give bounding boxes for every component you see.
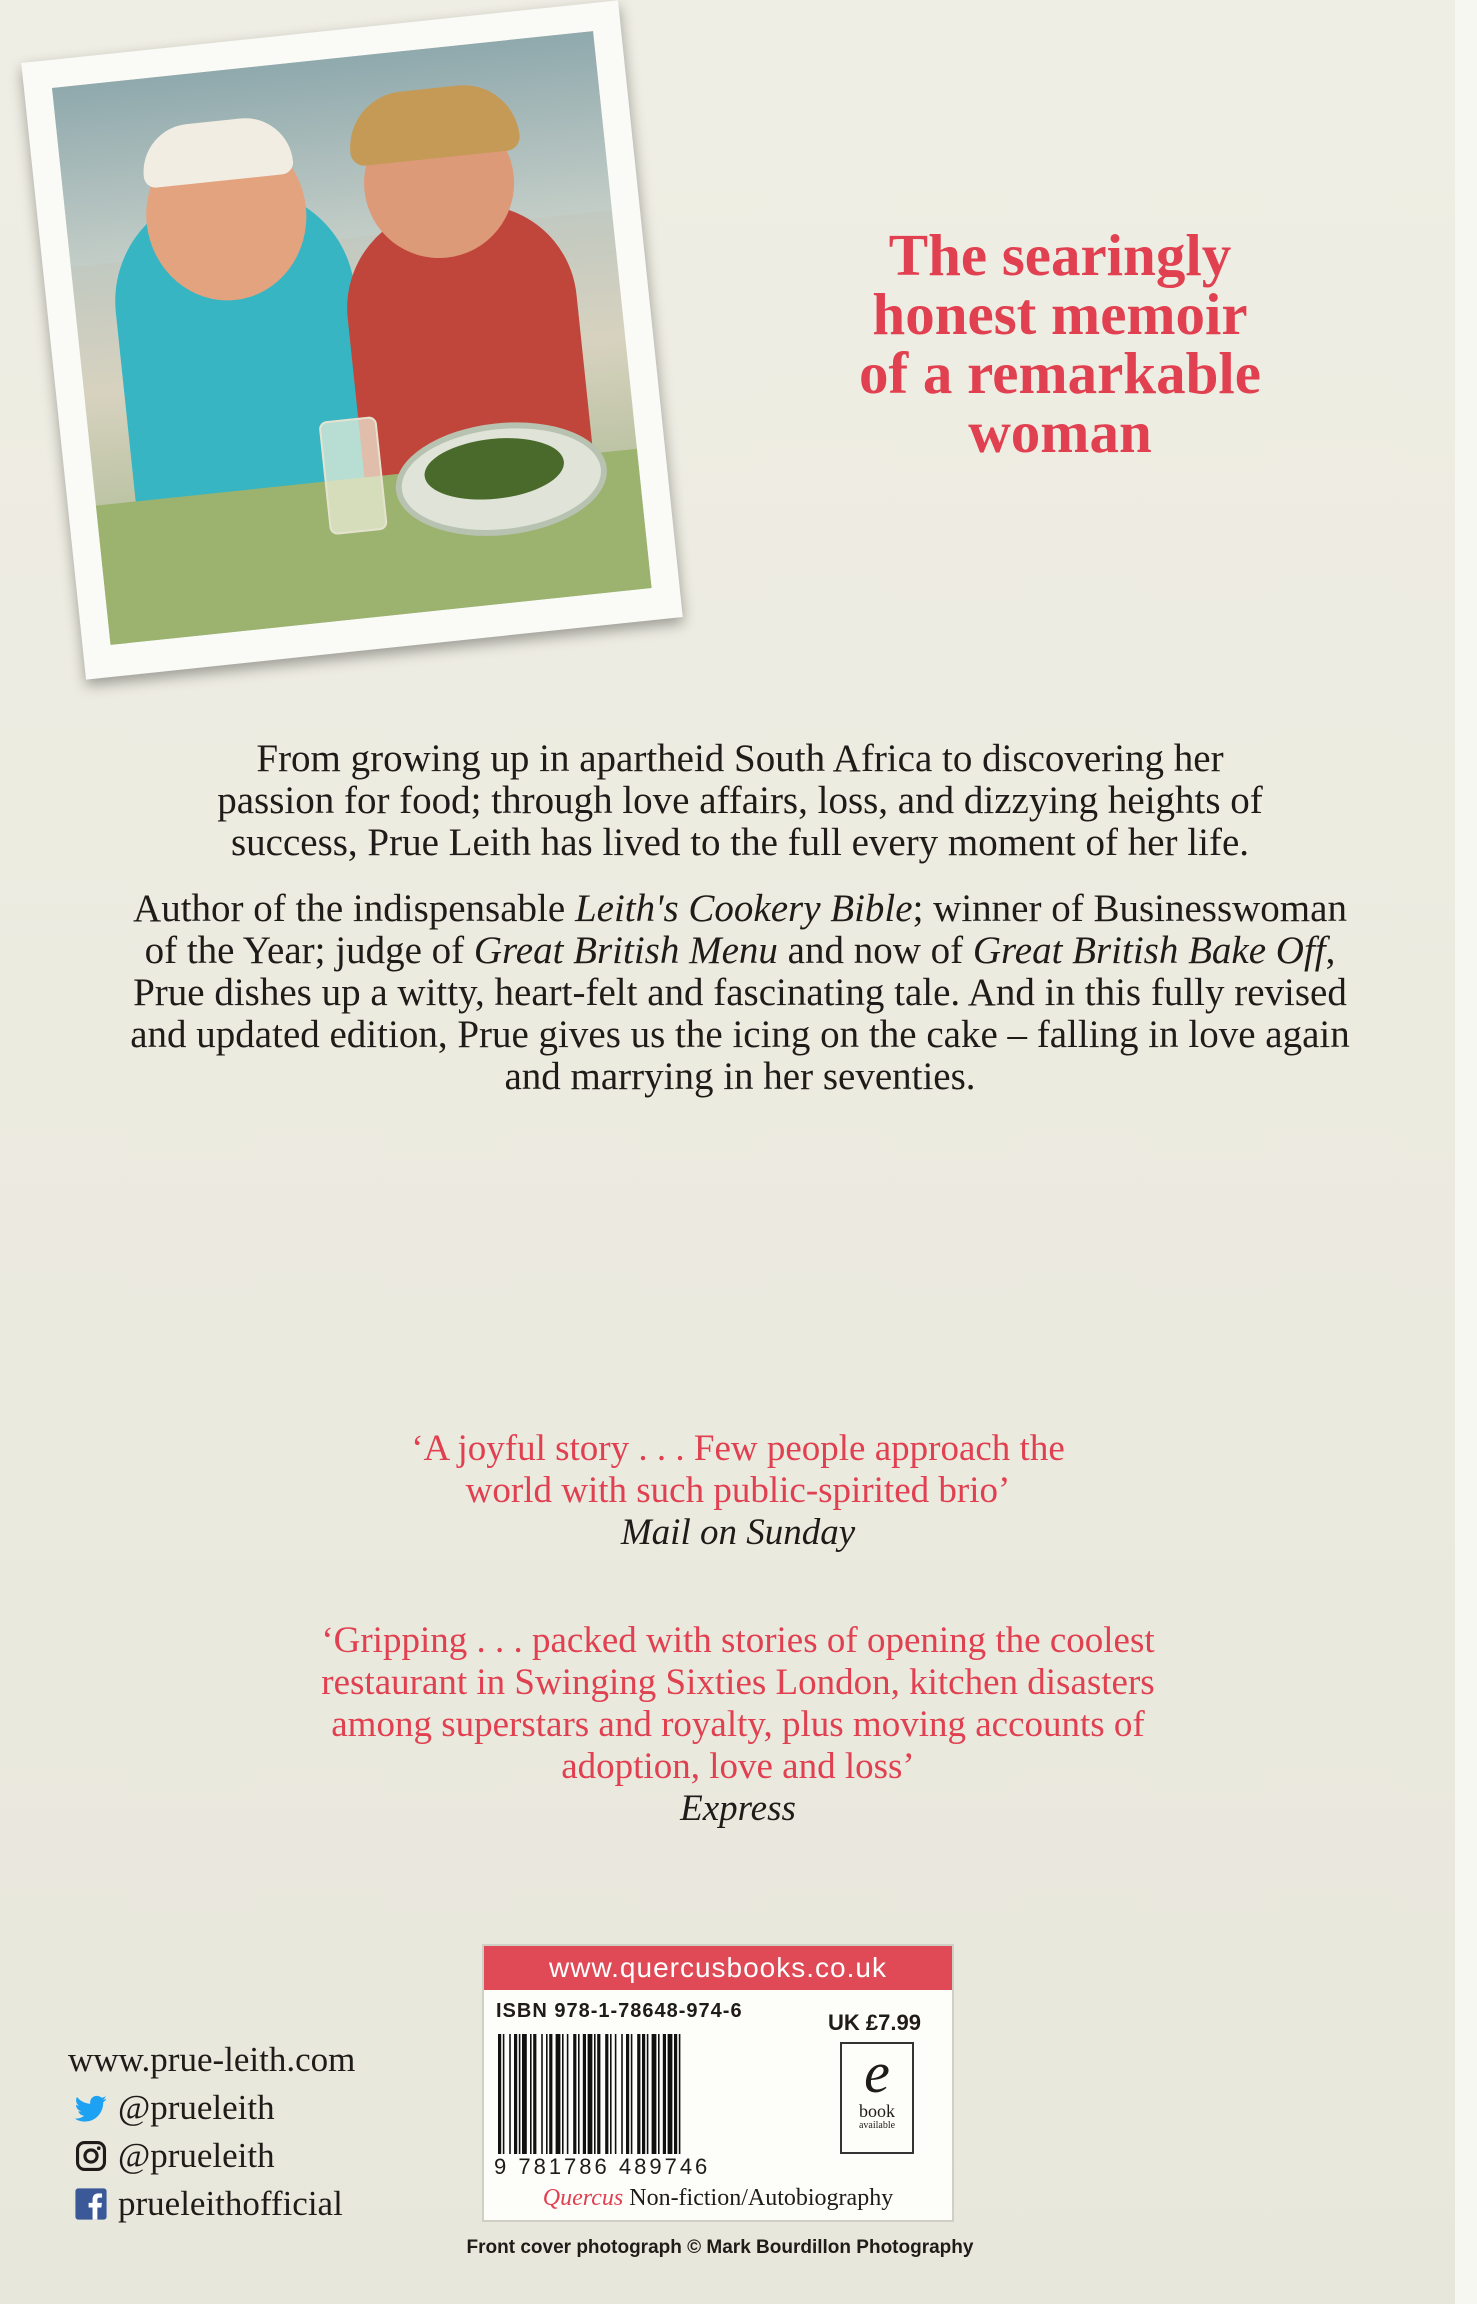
barcode-bar <box>679 2034 681 2154</box>
barcode-bar <box>642 2034 645 2154</box>
barcode-bar <box>503 2034 505 2154</box>
barcode-bar <box>498 2034 501 2154</box>
barcode-bar <box>605 2034 608 2154</box>
barcode-bar <box>652 2034 657 2154</box>
barcode-bar <box>588 2034 593 2154</box>
instagram-link[interactable]: @prueleith <box>68 2132 355 2180</box>
barcode-bar <box>674 2034 677 2154</box>
quote-text: ‘A joyful story . . . Few people approach the world with such public-spirited brio’ <box>411 1428 1065 1511</box>
isbn: ISBN 978-1-78648-974-6 <box>496 2000 743 2022</box>
barcode-bar <box>597 2034 600 2154</box>
price: UK £7.99 <box>828 2010 921 2035</box>
ebook-e: e <box>864 2040 890 2105</box>
quote-source: Express <box>680 1788 796 1829</box>
quote-source: Mail on Sunday <box>620 1512 856 1553</box>
barcode-bar <box>562 2034 564 2154</box>
barcode <box>498 2034 810 2154</box>
barcode-bar <box>583 2034 586 2154</box>
barcode-bar <box>637 2034 640 2154</box>
tagline-line: of a remarkable <box>859 340 1261 406</box>
ebook-badge <box>840 2042 914 2154</box>
ebook-available: available <box>858 2120 896 2131</box>
social-links <box>68 2036 355 2228</box>
publisher-name: Quercus <box>542 2185 624 2211</box>
twitter-link[interactable]: @prueleith <box>68 2084 355 2132</box>
ebook-label: book <box>859 2101 895 2121</box>
barcode-number: 9 781786 489746 <box>494 2154 711 2179</box>
barcode-bar <box>615 2034 617 2154</box>
barcode-bar <box>610 2034 612 2154</box>
photo-credit: Front cover photograph © Mark Bourdillon Photography <box>466 2237 974 2258</box>
imprint-line <box>484 2185 952 2212</box>
barcode-panel <box>482 1944 954 2222</box>
barcode-bar <box>522 2034 527 2154</box>
barcode-bar <box>658 2034 660 2154</box>
publisher-url[interactable]: www.quercusbooks.co.uk <box>484 1946 952 1990</box>
barcode-bar <box>647 2034 649 2154</box>
quote-text: ‘Gripping . . . packed with stories of opening the coolest restaurant in Swinging Sixties London, kitchen disasters among superstars and royalty, plus moving accounts of adoption, love and loss’ <box>321 1620 1155 1787</box>
barcode-bar <box>509 2034 511 2154</box>
instagram-icon <box>74 2139 108 2173</box>
barcode-bar <box>519 2034 521 2154</box>
barcode-bar <box>668 2034 673 2154</box>
barcode-bar <box>621 2034 623 2154</box>
page-edge <box>1455 0 1477 2304</box>
barcode-bar <box>541 2034 543 2154</box>
review-quote <box>88 1620 1388 1830</box>
facebook-link[interactable]: prueleithofficial <box>68 2180 355 2228</box>
barcode-bar <box>567 2034 569 2154</box>
barcode-bar <box>546 2034 548 2154</box>
barcode-bar <box>631 2034 633 2154</box>
blurb <box>120 738 1360 1098</box>
barcode-bar <box>594 2034 596 2154</box>
twitter-icon <box>74 2091 108 2125</box>
photo-image <box>52 31 652 645</box>
barcode-bar <box>514 2034 517 2154</box>
review-quote <box>88 1428 1388 1554</box>
barcode-bar <box>663 2034 666 2154</box>
book-title: Leith's Cookery Bible <box>574 887 913 930</box>
facebook-icon <box>74 2187 108 2221</box>
blurb-paragraph-2: Author of the indispensable Leith's Cookery Bible; winner of Businesswoman of the Year; judge of Great British Menu and now of Great British Bake Off, Prue dishes up a witty, heart-felt and fascinating tale. And in this fully revised and updated edition, Prue gives us the icing on the cake – falling in love again and marrying in her seventies. <box>130 887 1350 1098</box>
category: Non-fiction/Autobiography <box>629 2185 894 2211</box>
barcode-bar <box>533 2034 536 2154</box>
tagline-line: honest memoir <box>872 281 1248 347</box>
cover-photo <box>21 0 683 679</box>
tagline <box>760 222 1360 465</box>
barcode-bar <box>578 2034 580 2154</box>
barcode-bar <box>573 2034 576 2154</box>
show-title: Great British Bake Off <box>972 929 1326 972</box>
tagline-line: woman <box>968 399 1152 465</box>
barcode-bar <box>530 2034 532 2154</box>
website-link[interactable]: www.prue-leith.com <box>68 2040 356 2079</box>
barcode-bar <box>556 2034 561 2154</box>
barcode-bar <box>549 2034 552 2154</box>
barcode-bar <box>626 2034 629 2154</box>
blurb-paragraph-1: From growing up in apartheid South Africa to discovering her passion for food; through love affairs, loss, and dizzying heights of success, Prue Leith has lived to the full every moment of her life. <box>217 737 1263 864</box>
tagline-line: The searingly <box>888 222 1232 288</box>
show-title: Great British Menu <box>473 929 778 972</box>
